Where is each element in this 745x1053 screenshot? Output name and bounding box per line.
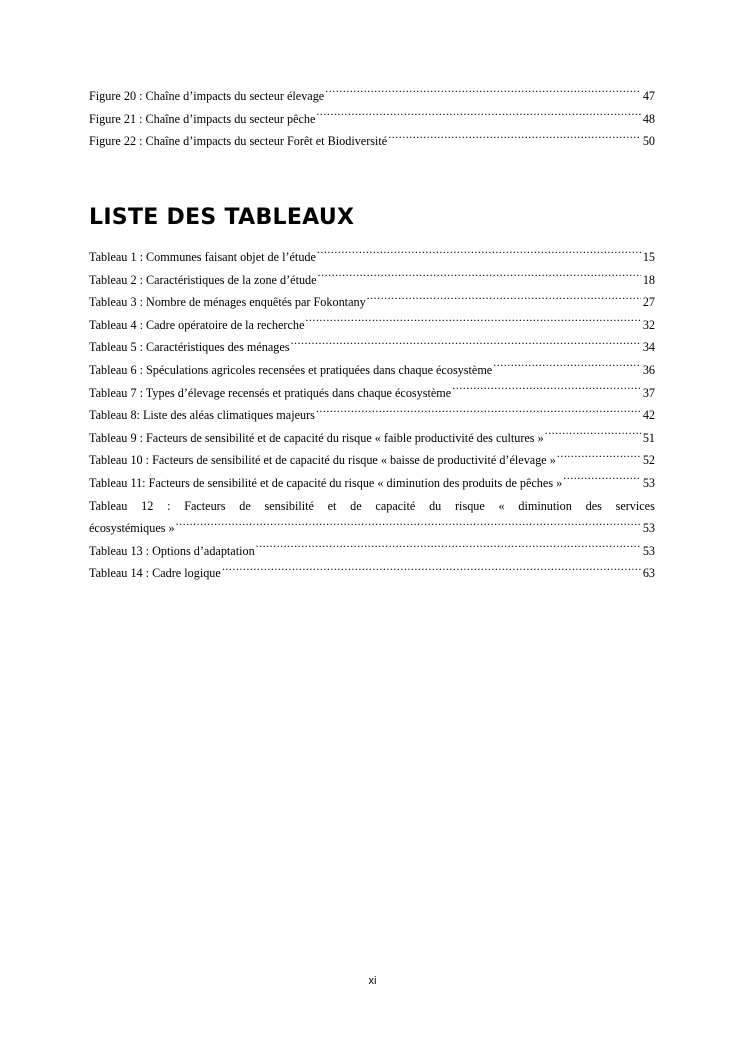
toc-word: du <box>429 498 442 513</box>
toc-entry-page: 32 <box>642 317 655 332</box>
toc-leader-dots <box>256 540 641 555</box>
toc-entry-label: Tableau 10 : Facteurs de sensibilité et de capacité du risque « baisse de productivité d’élevage » <box>89 453 556 468</box>
toc-entry-page: 48 <box>642 111 655 126</box>
toc-leader-dots <box>557 450 641 465</box>
toc-word: « <box>498 498 505 513</box>
toc-leader-dots <box>367 292 641 307</box>
toc-entry-table-7[interactable] <box>89 382 655 405</box>
toc-entry-table-12[interactable] <box>89 495 655 540</box>
toc-entry-figure-22[interactable] <box>89 130 655 153</box>
toc-entry-label: Tableau 11: Facteurs de sensibilité et de capacité du risque « diminution des produits de pêches » <box>89 475 563 490</box>
toc-leader-dots <box>316 108 640 123</box>
toc-entry-table-3[interactable] <box>89 291 655 314</box>
toc-entry-page: 15 <box>642 250 655 264</box>
toc-entry-page: 53 <box>642 475 655 490</box>
toc-word: risque <box>455 498 485 513</box>
toc-leader-dots <box>305 314 640 329</box>
toc-word: Facteurs <box>184 498 226 513</box>
toc-entry-figure-20[interactable] <box>89 85 655 108</box>
toc-entry-table-1[interactable] <box>89 246 655 269</box>
toc-entry-table-5[interactable] <box>89 336 655 359</box>
toc-leader-dots <box>452 382 641 397</box>
toc-entry-table-4[interactable] <box>89 314 655 337</box>
toc-entry-page: 53 <box>642 543 655 558</box>
toc-entry-label: Tableau 7 : Types d’élevage recensés et pratiqués dans chaque écosystème <box>89 385 452 400</box>
toc-leader-dots <box>317 246 641 261</box>
toc-entry-table-13[interactable] <box>89 540 655 563</box>
toc-word: de <box>350 498 362 513</box>
toc-word: des <box>585 498 602 513</box>
toc-entry-table-6[interactable] <box>89 359 655 382</box>
toc-entry-page: 37 <box>642 385 655 400</box>
toc-entry-table-9[interactable] <box>89 427 655 450</box>
toc-entry-table-10[interactable] <box>89 449 655 472</box>
toc-entry-page: 63 <box>642 566 655 581</box>
toc-entry-figure-21[interactable] <box>89 108 655 131</box>
toc-entry-label-line1 <box>89 495 655 518</box>
toc-word: et <box>327 498 337 513</box>
toc-entry-page: 50 <box>642 134 655 149</box>
toc-word: : <box>167 498 171 513</box>
toc-entry-table-14[interactable] <box>89 562 655 585</box>
toc-leader-dots <box>493 359 641 374</box>
toc-entry-page: 53 <box>642 521 655 536</box>
toc-entry-label: Tableau 3 : Nombre de ménages enquêtés par Fokontany <box>89 295 366 310</box>
toc-entry-label: Tableau 14 : Cadre logique <box>89 566 221 581</box>
toc-entry-page: 27 <box>642 295 655 310</box>
toc-word: sensibilité <box>264 498 314 513</box>
toc-entry-page: 51 <box>642 430 655 445</box>
figures-list <box>89 85 655 153</box>
toc-entry-label: Tableau 4 : Cadre opératoire de la recherche <box>89 317 305 332</box>
toc-word: diminution <box>518 498 572 513</box>
toc-entry-label: Tableau 8: Liste des aléas climatiques majeurs <box>89 408 315 423</box>
toc-entry-label: Tableau 1 : Communes faisant objet de l’étude <box>89 250 316 264</box>
toc-entry-label: Tableau 9 : Facteurs de sensibilité et de capacité du risque « faible productivité des cultures » <box>89 430 544 445</box>
toc-entry-page: 42 <box>642 408 655 423</box>
toc-leader-dots <box>222 563 641 578</box>
toc-entry-table-11[interactable] <box>89 472 655 495</box>
toc-leader-dots <box>176 518 641 533</box>
toc-word: Tableau <box>89 498 128 513</box>
toc-entry-page: 34 <box>642 340 655 355</box>
toc-leader-dots <box>388 131 641 146</box>
toc-word: de <box>239 498 251 513</box>
toc-entry-label: Tableau 6 : Spéculations agricoles recensées et pratiquées dans chaque écosystème <box>89 362 493 377</box>
toc-entry-label: Tableau 13 : Options d’adaptation <box>89 543 255 558</box>
toc-entry-page: 36 <box>642 362 655 377</box>
toc-entry-table-8[interactable] <box>89 404 655 427</box>
toc-word: services <box>615 498 655 513</box>
toc-word: capacité <box>375 498 416 513</box>
toc-word: 12 <box>141 498 154 513</box>
toc-entry-label: Figure 21 : Chaîne d’impacts du secteur pêche <box>89 111 316 126</box>
toc-leader-dots <box>545 427 641 442</box>
toc-entry-page: 47 <box>642 89 655 103</box>
page-number: xi <box>368 975 377 987</box>
toc-entry-label: Figure 20 : Chaîne d’impacts du secteur élevage <box>89 89 325 103</box>
toc-leader-dots <box>325 85 641 100</box>
toc-entry-label: Figure 22 : Chaîne d’impacts du secteur Forêt et Biodiversité <box>89 134 388 149</box>
toc-entry-label: Tableau 2 : Caractéristiques de la zone d’étude <box>89 272 317 287</box>
toc-entry-label-line2: écosystémiques » <box>89 521 175 536</box>
toc-entry-label: Tableau 5 : Caractéristiques des ménages <box>89 340 290 355</box>
section-title-tables: LISTE DES TABLEAUX <box>89 205 355 230</box>
toc-entry-page: 52 <box>642 453 655 468</box>
toc-entry-table-2[interactable] <box>89 269 655 292</box>
tables-list <box>89 246 655 585</box>
toc-entry-label-line2-row <box>89 517 655 540</box>
toc-leader-dots <box>563 472 641 487</box>
toc-leader-dots <box>291 337 641 352</box>
toc-leader-dots <box>316 405 641 420</box>
toc-leader-dots <box>318 269 641 284</box>
toc-entry-page: 18 <box>642 272 655 287</box>
